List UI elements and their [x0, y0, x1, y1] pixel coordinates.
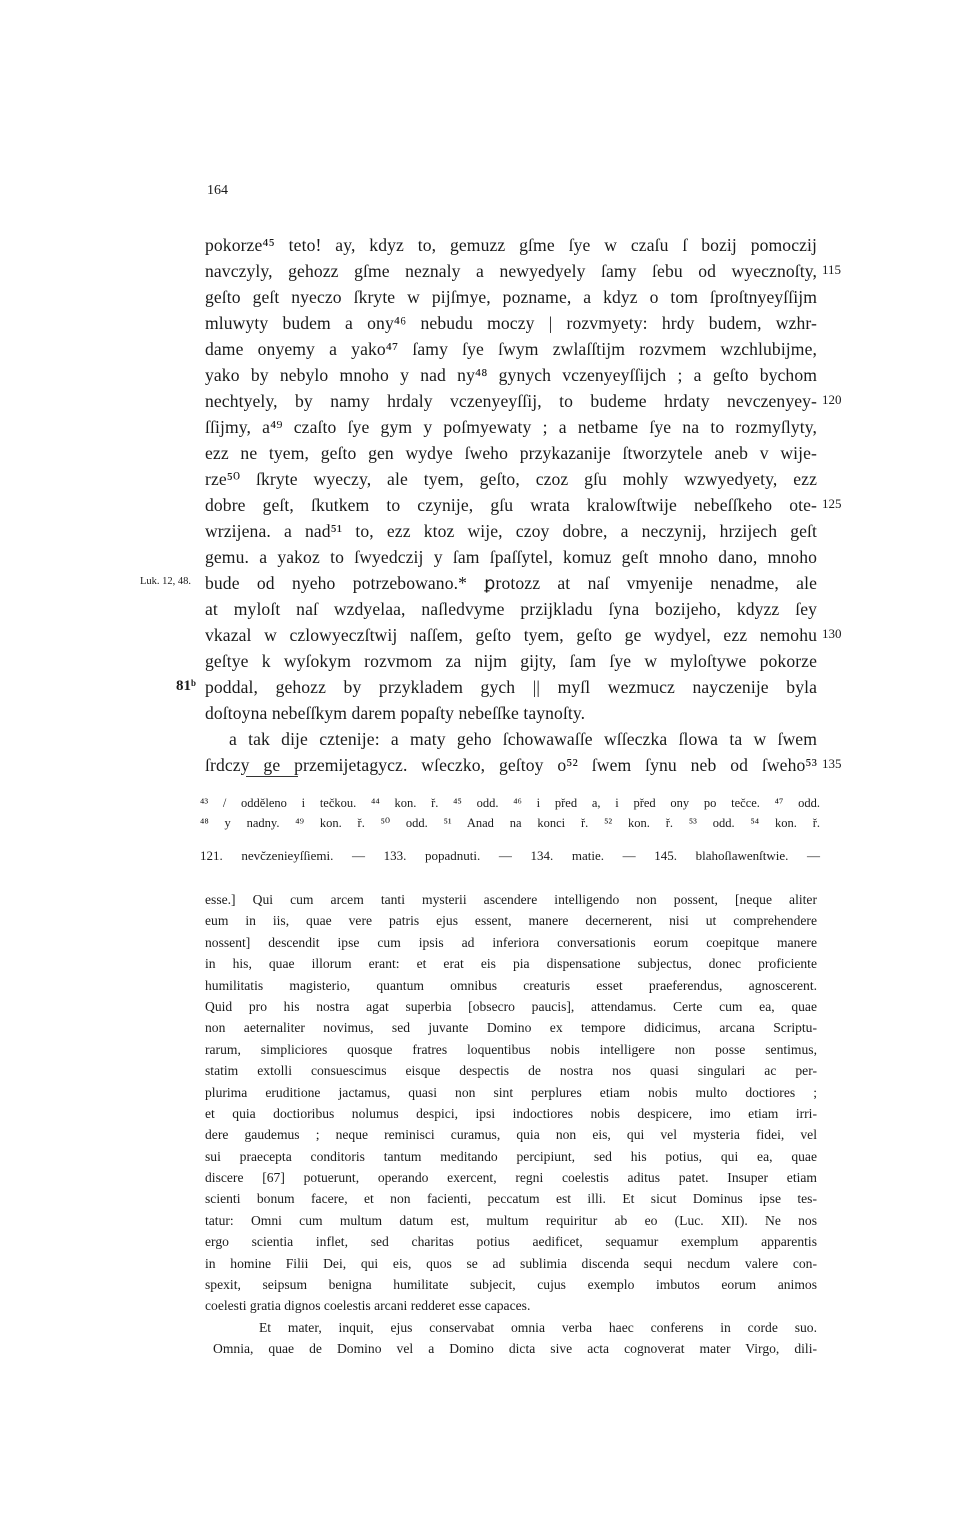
latin-line: discere [67] potuerunt, operando exercent, regni coelestis aditus patet. Insuper etiam [205, 1170, 817, 1186]
text-line: yako by nebylo mnoho y nad ny⁴⁸ gynych vczenyeyſſijch ; a geſto bychom [205, 365, 817, 385]
variant-readings [200, 846, 820, 866]
text-line: nechtyely, by namy hrdaly vczenyeyſſij, to budeme hrdaty nevczenyey- [205, 391, 817, 411]
text-line: geſtye k wyſokym rozvmom za nijm gijty, ſam ſye w myloſtywe pokorze [205, 651, 817, 671]
page-number: 164 [207, 183, 228, 198]
latin-line: tatur: Omni cum multum datum est, multum requiritur ab eo (Luc. XII). Ne nos [205, 1212, 817, 1228]
folio-marker: 81ᵇ [176, 678, 196, 694]
line-number: 115 [822, 262, 842, 277]
latin-line: eum in iis, quae vere patris ejus essent, manere decernerent, nisi ut comprehendere [205, 913, 817, 929]
latin-commentary [205, 889, 817, 1360]
text-line: bude od nyeho potrzebowano.* ꝑrotozz at naſ vmyenije nenadme, ale [205, 573, 817, 593]
text-line: mluwyty budem a ony⁴⁶ nebudu moczy | rozvmyety: hrdy budem, wzhr- [205, 313, 817, 333]
footnote-rule [246, 776, 298, 777]
text-line: dame onyemy a yako⁴⁷ ſamy ſye ſwym zwlaſſtijm rozvmem wzchlubijme, [205, 339, 817, 359]
latin-line: statim extolli consuescimus eisque despectis de nostra nos quasi singulari ac per- [205, 1063, 817, 1079]
latin-line: nossent] descendit ipse cum ipsis ad inferiora conversationis eorum coepitque manere [205, 934, 817, 950]
line-number: 130 [822, 626, 842, 641]
latin-line: ergo scientia inflet, sed charitas potius aedificet, sequamur exemplum apparentis [205, 1234, 817, 1250]
text-line: navczyly, gehozz gſme neznaly a newyedyely ſamy ſebu od wyecznoſty, [205, 261, 817, 281]
text-line: geſto geſt nyeczo ſkryte w pijſmye, pozname, a kdyz o tom ſproſtnyeyſſijm [205, 287, 817, 307]
apparatus-line: ⁴³ / odděleno i tečkou. ⁴⁴ kon. ř. ⁴⁵ odd. ⁴⁶ i před a, i před ony po tečce. ⁴⁷ odd. [200, 796, 820, 810]
latin-line: Omnia, quae de Domino vel a Domino dicta sive acta cognoverat mater Virgo, dili- [213, 1341, 817, 1357]
text-line: doſtoyna nebeſſkym darem popaſty nebeſſke taynoſty. [205, 703, 586, 723]
text-line: ſrdczy ge przemijetagycz. wſeczko, geſtoy o⁵² ſwem ſynu neb od ſweho⁵³ [205, 755, 817, 775]
latin-line: Et mater, inquit, ejus conservabat omnia verba haec conferens in corde suo. [259, 1319, 817, 1335]
latin-line: dere gaudemus ; neque reminisci curamus, quia non eis, qui vel mysteria fidei, vel [205, 1127, 817, 1143]
latin-line: non aeternaliter novimus, sed juvante Domino ex tempore didicimus, arcana Scriptu- [205, 1020, 817, 1036]
text-line: wrzijena. a nad⁵¹ to, ezz ktoz wije, czoy dobre, a neczynij, hrzijech geſt [205, 521, 817, 541]
text-line: poddal, gehozz by przykladem gych || myſl wezmucz nayczenije byla [205, 677, 817, 697]
latin-line: humilitatis magisterio, quantum omnibus creaturis esset praeferendus, agnoscerent. [205, 977, 817, 993]
main-text [205, 232, 817, 778]
margin-reference: Luk. 12, 48. [140, 576, 192, 587]
text-line: pokorze⁴⁵ teto! ay, kdyz to, gemuzz gſme ſye w czaſu ſ bozij pomoczij [205, 235, 817, 255]
latin-line: Quid pro his nostra agat superbia [obsecro paucis], attendamus. Certe cum ea, quae [205, 998, 817, 1014]
latin-line: coelesti gratia dignos coelestis arcani redderet esse capaces. [205, 1298, 531, 1314]
text-line: rze⁵⁰ ſkryte wyeczy, ale tyem, geſto, czoz gſu mohly wzwyedyety, ezz [205, 469, 817, 489]
latin-line: rarum, simpliciores quosque fratres loquentibus nobis intelligere non posse sentimus, [205, 1041, 817, 1057]
text-line: gemu. a yakoz to ſwyedczij y ſam ſpaſſytel, komuz geſt mnoho dano, mnoho [205, 547, 817, 567]
variant-line: 121. nevc̆zenieyſſiemi. — 133. popadnuti. — 134. matie. — 145. blahoſlawenſtwie. — [200, 848, 820, 863]
text-line: a tak dije cztenije: a maty geho ſchowawaſſe wſſeczka ſlowa ta w ſwem [229, 729, 817, 749]
text-line: at myloſt naſ wzdyelaa, naſledvyme przijkladu ſyna bozijeho, kdyzz ſey [205, 599, 817, 619]
line-number: 135 [822, 756, 842, 771]
latin-line: spexit, seipsum benigna humilitate subjecit, cujus exemplo imbutos eorum animos [205, 1277, 817, 1293]
latin-line: in his, quae illorum erant: et erat eis pia dispensatione subjectus, donec proficiente [205, 956, 817, 972]
latin-line: esse.] Qui cum arcem tanti mysterii ascendere intelligendo non possent, [neque aliter [205, 892, 817, 907]
latin-line: plurima eruditione jactamus, quasi non sint perplures etiam nobis multo doctiores ; [205, 1084, 817, 1100]
line-number: 125 [822, 496, 842, 511]
latin-line: sui praecepta conditoris tantum meditando percipiunt, sed his potius, qui ea, quae [205, 1148, 817, 1164]
text-line: ezz ne tyem, geſto gen wydye ſweho przykazanije ſtworzytele aneb v wije- [205, 443, 817, 463]
text-line: vkazal w czlowyeczſtwij naſſem, geſto tyem, geſto ge wydyel, ezz nemohu [205, 625, 817, 645]
text-line: dobre geſt, ſkutkem to czynije, gſu wrata kralowſtwije nebeſſkeho ote- [205, 495, 817, 515]
apparatus-line: ⁴⁸ y nadny. ⁴⁹ kon. ř. ⁵⁰ odd. ⁵¹ Anad na konci ř. ⁵² kon. ř. ⁵³ odd. ⁵⁴ kon. ř. [200, 816, 820, 830]
latin-line: in homine Filii Dei, qui eis, quos se ad sublimia discenda sequi necdum valere con- [205, 1255, 817, 1271]
latin-line: et quia doctioribus nolumus despici, ipsi indoctiores nobis despicere, imo etiam irri- [205, 1105, 817, 1121]
line-number: 120 [822, 392, 842, 407]
text-line: ſſijmy, a⁴⁹ czaſto ſye gym y poſmyewaty ; a netbame ſye na to rozmyſlyty, [205, 417, 817, 437]
apparatus-notes [200, 793, 820, 833]
latin-line: scienti bonum facere, et non facienti, peccatum est illi. Et sicut Dominus ipse tes- [205, 1191, 817, 1207]
